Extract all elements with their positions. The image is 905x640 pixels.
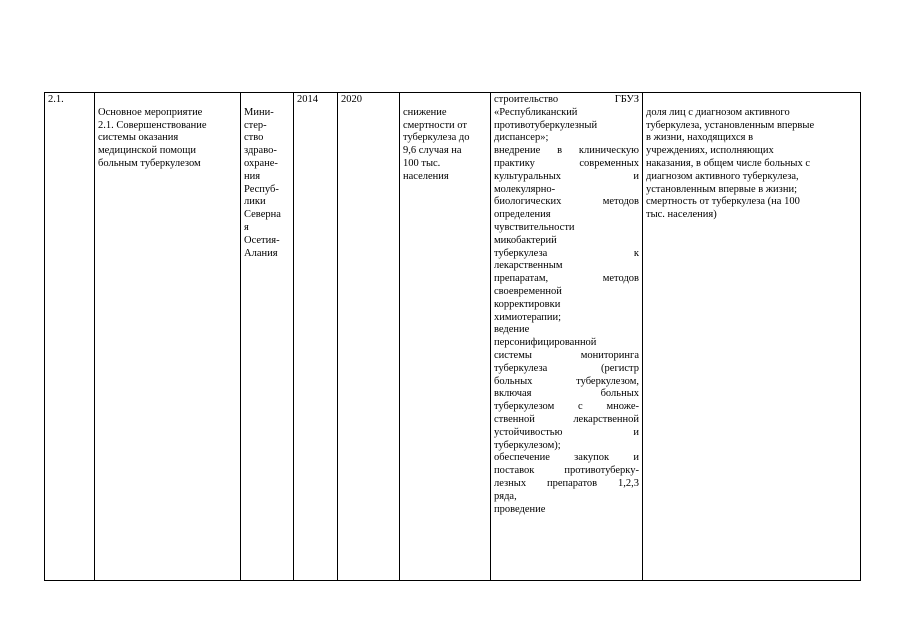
- end-year: 2020: [341, 94, 362, 105]
- directions-text: [494, 94, 639, 516]
- directions-line: больных туберкулезом,: [494, 375, 639, 387]
- directions-line: препаратам, методов: [494, 273, 639, 285]
- start-year-cell: [294, 93, 338, 581]
- directions-line: диспансер»;: [494, 132, 549, 144]
- directions-line: устойчивостью и: [494, 426, 639, 438]
- directions-line: ственной лекарственной: [494, 413, 639, 425]
- directions-line: персонифицированной: [494, 337, 597, 349]
- directions-line: ведение: [494, 324, 530, 336]
- row-number-cell: [45, 93, 95, 581]
- directions-line: лезных препаратов 1,2,3: [494, 477, 639, 489]
- row-number: 2.1.: [48, 94, 64, 105]
- table-row: [45, 93, 861, 581]
- directions-line: чувствительности: [494, 221, 575, 233]
- directions-line: строительство ГБУЗ: [494, 94, 639, 105]
- directions-line: внедрение в клиническую: [494, 145, 639, 157]
- directions-line: культуральных и: [494, 170, 639, 182]
- directions-line: практику современных: [494, 157, 639, 169]
- directions-line: туберкулеза (регистр: [494, 362, 639, 374]
- directions-line: включая больных: [494, 388, 639, 400]
- directions-line: обеспечение закупок и: [494, 452, 639, 464]
- directions-line: своевременной: [494, 285, 562, 297]
- directions-line: поставок противотуберку-: [494, 465, 639, 477]
- directions-line: туберкулезом);: [494, 439, 561, 451]
- expected-result-cell: [400, 93, 491, 581]
- executor-cell: [241, 93, 294, 581]
- executor-name: Мини- стер- ство здраво- охране- ния Респуб- лики Северна я Осетия- Алания: [244, 106, 281, 259]
- end-year-cell: [338, 93, 400, 581]
- directions-line: «Республиканский: [494, 106, 578, 118]
- directions-line: корректировки: [494, 298, 561, 310]
- program-table: [44, 92, 861, 581]
- directions-cell: [491, 93, 643, 581]
- indicators-text: доля лиц с диагнозом активного туберкулеза, установленным впервые в жизни, находящихся в учреждениях, исполняющих наказания, в общем числе больных с диагнозом активного туберкулеза, установленным впервые в жизни; смертность от туберкулеза (на 100 тыс. населения): [646, 106, 815, 221]
- directions-line: биологических методов: [494, 196, 639, 208]
- directions-line: ряда,: [494, 490, 517, 502]
- event-name: Основное мероприятие 2.1. Совершенствование системы оказания медицинской помощи больным туберкулезом: [98, 106, 207, 169]
- directions-line: проведение: [494, 503, 546, 515]
- expected-result: снижение смертности от туберкулеза до 9,6 случая на 100 тыс. населения: [403, 106, 470, 182]
- directions-line: молекулярно-: [494, 183, 556, 195]
- directions-line: определения: [494, 209, 551, 221]
- directions-line: лекарственным: [494, 260, 563, 272]
- directions-line: системы мониторинга: [494, 349, 639, 361]
- directions-line: противотуберкулезный: [494, 119, 598, 131]
- directions-line: микобактерий: [494, 234, 557, 246]
- event-cell: [95, 93, 241, 581]
- start-year: 2014: [297, 94, 318, 105]
- directions-line: туберкулеза к: [494, 247, 639, 259]
- directions-line: туберкулезом с множе-: [494, 401, 639, 413]
- indicators-cell: [643, 93, 861, 581]
- directions-line: химиотерапии;: [494, 311, 562, 323]
